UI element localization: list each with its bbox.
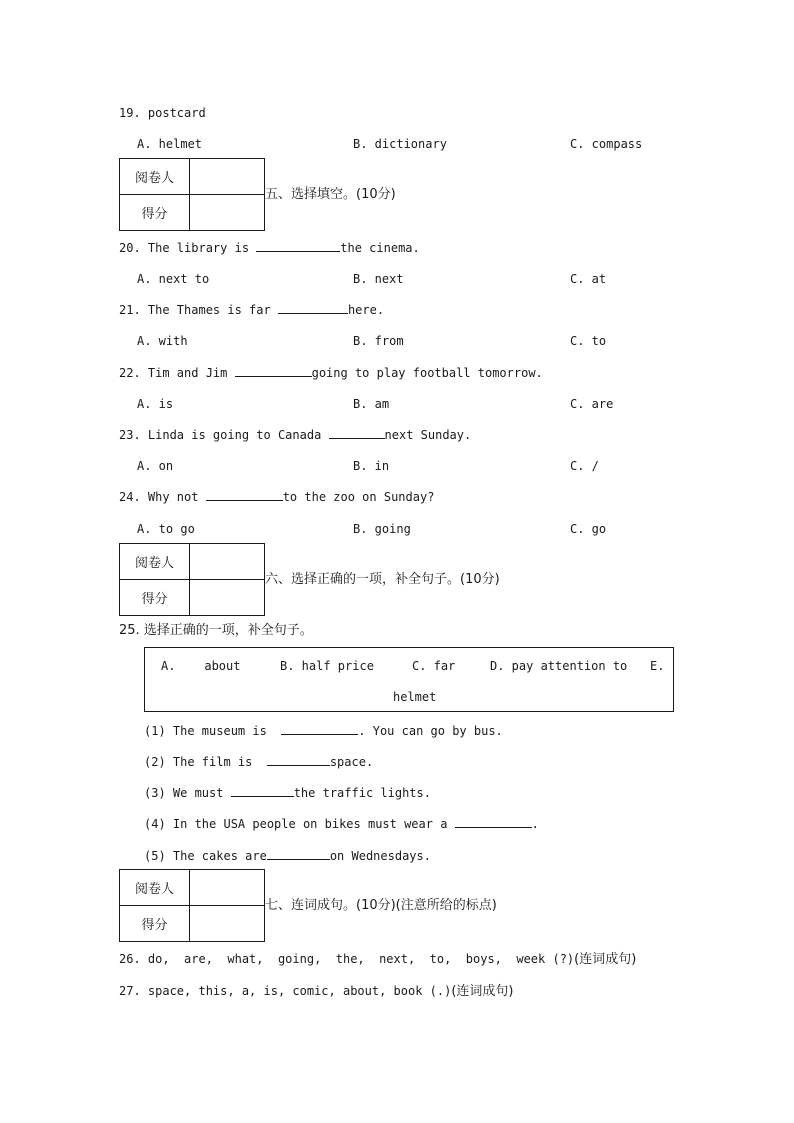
answer-blank[interactable] xyxy=(455,816,532,828)
question-23-option-a[interactable]: A. on xyxy=(137,459,174,473)
answer-blank[interactable] xyxy=(231,785,294,797)
question-23-option-b[interactable]: B. in xyxy=(353,459,390,473)
score-field[interactable] xyxy=(190,195,265,231)
answer-blank[interactable] xyxy=(278,302,348,314)
question-24-option-c[interactable]: C. go xyxy=(570,522,607,536)
question-24-stem: 24. Why not to the zoo on Sunday? xyxy=(119,490,435,504)
reviewer-label: 阅卷人 xyxy=(120,544,190,580)
word-option-e-letter: E. xyxy=(650,659,665,673)
question-19-option-a[interactable]: A. helmet xyxy=(137,137,203,151)
sentence-3: (3) We must the traffic lights. xyxy=(144,786,431,800)
question-24-option-b[interactable]: B. going xyxy=(353,522,411,536)
question-23-option-c[interactable]: C. / xyxy=(570,459,599,473)
question-21-option-a[interactable]: A. with xyxy=(137,334,188,348)
question-20-option-a[interactable]: A. next to xyxy=(137,272,210,286)
question-21-option-c[interactable]: C. to xyxy=(570,334,607,348)
question-23-stem: 23. Linda is going to Canada next Sunday. xyxy=(119,428,472,442)
reviewer-label: 阅卷人 xyxy=(120,159,190,195)
answer-blank[interactable] xyxy=(329,427,385,439)
question-22-option-b[interactable]: B. am xyxy=(353,397,390,411)
answer-blank[interactable] xyxy=(267,754,330,766)
question-26: 26. do, are, what, going, the, next, to, boys, week (?)(连词成句) xyxy=(119,952,637,967)
question-25-stem: 25. 选择正确的一项，补全句子。 xyxy=(119,623,313,638)
word-option-d: D. pay attention to xyxy=(490,659,628,673)
answer-blank[interactable] xyxy=(267,848,330,860)
question-20-stem: 20. The library is the cinema. xyxy=(119,241,420,255)
reviewer-label: 阅卷人 xyxy=(120,870,190,906)
score-field[interactable] xyxy=(190,906,265,942)
score-box xyxy=(119,869,265,942)
score-label: 得分 xyxy=(120,580,190,616)
score-label: 得分 xyxy=(120,906,190,942)
question-22-option-a[interactable]: A. is xyxy=(137,397,174,411)
question-24-option-a[interactable]: A. to go xyxy=(137,522,195,536)
answer-blank[interactable] xyxy=(281,723,358,735)
question-22-option-c[interactable]: C. are xyxy=(570,397,614,411)
word-option-b: B. half price xyxy=(280,659,374,673)
sentence-5: (5) The cakes are on Wednesdays. xyxy=(144,849,431,863)
score-label: 得分 xyxy=(120,195,190,231)
score-field[interactable] xyxy=(190,580,265,616)
question-22-stem: 22. Tim and Jim going to play football tomorrow. xyxy=(119,366,543,380)
answer-blank[interactable] xyxy=(206,489,283,501)
score-box xyxy=(119,543,265,616)
question-21-stem: 21. The Thames is far here. xyxy=(119,303,385,317)
reviewer-field[interactable] xyxy=(190,159,265,195)
section-6-title: 六、选择正确的一项，补全句子。(10分) xyxy=(265,572,500,587)
sentence-4: (4) In the USA people on bikes must wear a . xyxy=(144,817,539,831)
word-option-a: A. about xyxy=(161,659,241,673)
question-19-option-c[interactable]: C. compass xyxy=(570,137,643,151)
sentence-1: (1) The museum is . You can go by bus. xyxy=(144,724,503,738)
sentence-2: (2) The film is space. xyxy=(144,755,374,769)
question-19-stem: 19. postcard xyxy=(119,106,206,120)
question-27: 27. space, this, a, is, comic, about, book (.)(连词成句) xyxy=(119,984,514,999)
word-option-e-word: helmet xyxy=(393,690,437,704)
section-5-title: 五、选择填空。(10分) xyxy=(265,187,396,202)
reviewer-field[interactable] xyxy=(190,870,265,906)
question-20-option-b[interactable]: B. next xyxy=(353,272,404,286)
section-7-title: 七、连词成句。(10分)(注意所给的标点) xyxy=(265,898,497,913)
answer-blank[interactable] xyxy=(256,240,340,252)
reviewer-field[interactable] xyxy=(190,544,265,580)
word-bank-box xyxy=(144,647,674,712)
question-20-option-c[interactable]: C. at xyxy=(570,272,607,286)
question-21-option-b[interactable]: B. from xyxy=(353,334,404,348)
answer-blank[interactable] xyxy=(235,365,312,377)
question-19-option-b[interactable]: B. dictionary xyxy=(353,137,447,151)
word-option-c: C. far xyxy=(412,659,456,673)
score-box xyxy=(119,158,265,231)
